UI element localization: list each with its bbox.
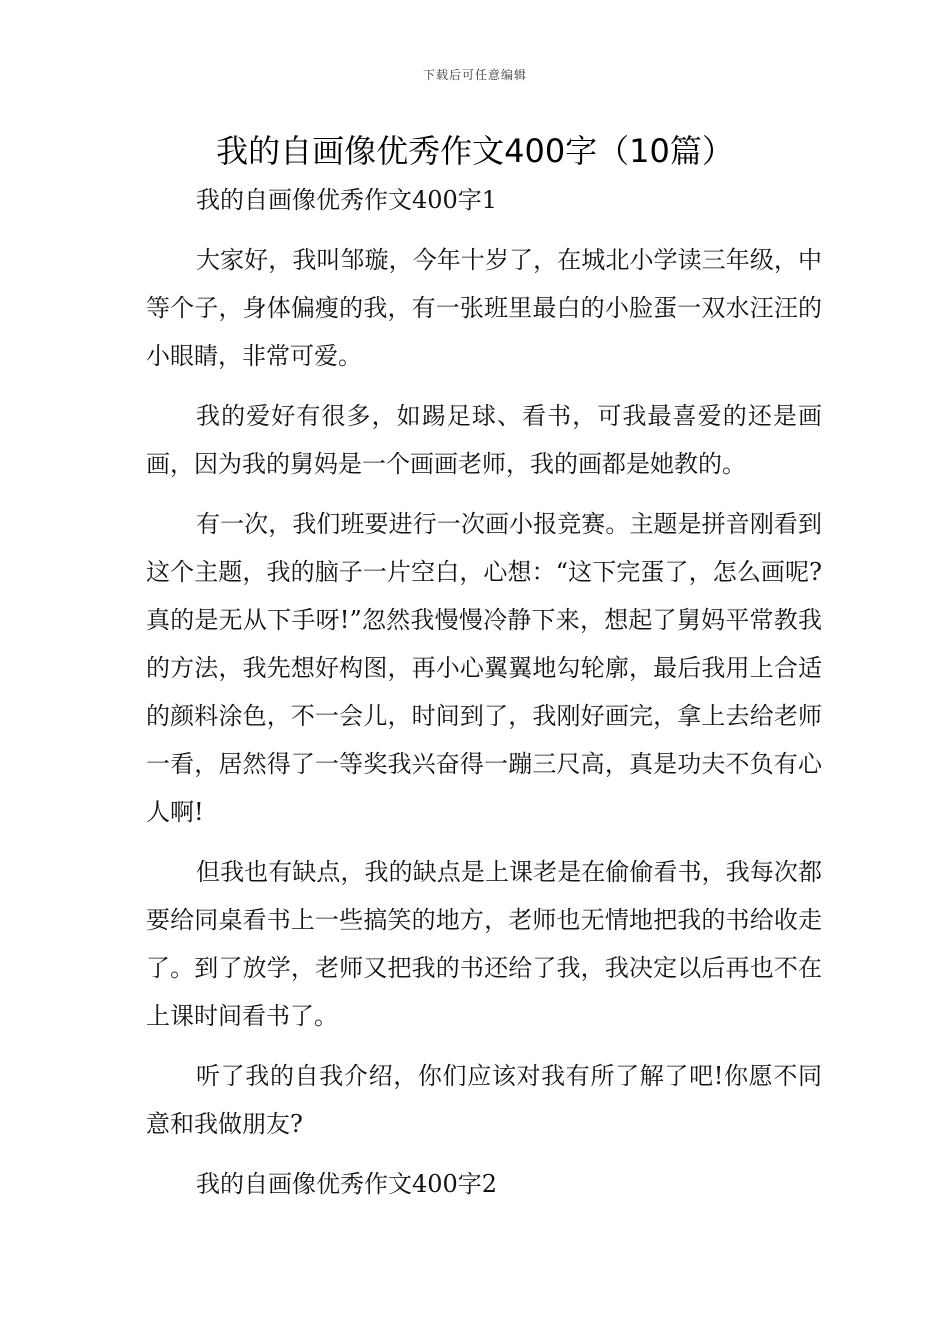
section-heading-2: 我的自画像优秀作文400字2 [196,1170,498,1198]
paragraph-5: 听了我的自我介绍，你们应该对我有所了解了吧!你愿不同意和我做朋友? [146,1062,822,1138]
section-heading-1: 我的自画像优秀作文400字1 [196,186,498,214]
header-note: 下载后可任意编辑 [422,68,527,82]
paragraph-4: 但我也有缺点，我的缺点是上课老是在偷偷看书，我每次都要给同桌看书上一些搞笑的地方，老师也无情地把我的书给收走了。到了放学，老师又把我的书还给了我，我决定以后再也不在上课时间看书了。 [146,858,822,1030]
paragraph-3: 有一次，我们班要进行一次画小报竞赛。主题是拼音刚看到这个主题，我的脑子一片空白，心想：“这下完蛋了，怎么画呢?真的是无从下手呀!”忽然我慢慢冷静下来，想起了舅妈平常教我的方法，我先想好构图，再小心翼翼地勾轮廓，最后我用上合适的颜料涂色，不一会儿，时间到了，我刚好画完，拿上去给老师一看，居然得了一等奖我兴奋得一蹦三尺高，真是功夫不负有心人啊! [146,510,822,826]
paragraph-1: 大家好，我叫邹璇，今年十岁了，在城北小学读三年级，中等个子，身体偏瘦的我，有一张班里最白的小脸蛋一双水汪汪的小眼睛，非常可爱。 [146,246,822,370]
document-title: 我的自画像优秀作文400字（10篇） [216,132,734,170]
paragraph-2: 我的爱好有很多，如踢足球、看书，可我最喜爱的还是画画，因为我的舅妈是一个画画老师，我的画都是她教的。 [146,402,822,478]
document-body [146,176,822,1220]
